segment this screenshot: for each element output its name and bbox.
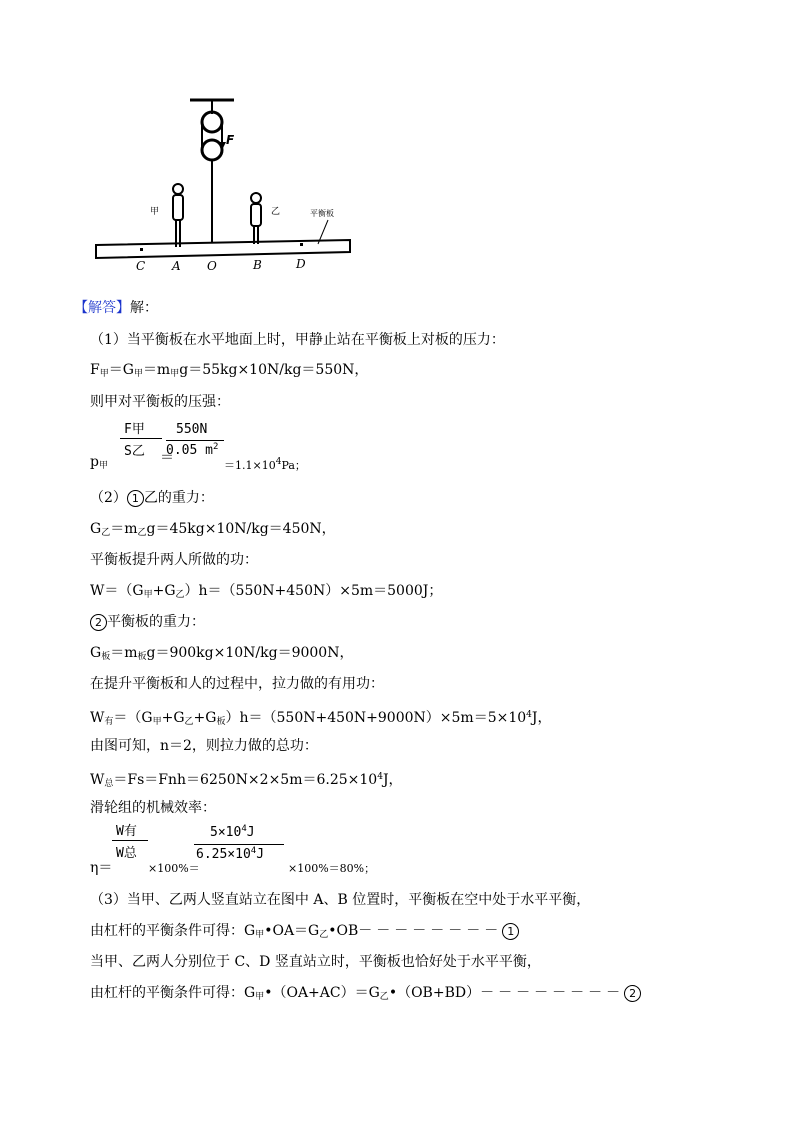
line-1: （1）当平衡板在水平地面上时，甲静止站在平衡板上对板的压力： bbox=[90, 332, 505, 348]
person-b bbox=[251, 193, 261, 244]
line-18: 由杠杆的平衡条件可得：$G_甲•OA=G_乙•OB-------- 1$ bbox=[90, 921, 519, 945]
line-8: $W=(G_甲+G_乙)h=(550N+450N)\times 5m=5000J$； bbox=[90, 583, 443, 600]
line-17: （3）当甲、乙两人竖直站立在图中 A、B 位置时，平衡板在空中处于水平平衡， bbox=[90, 892, 591, 908]
line-3: 则甲对平衡板的压强： bbox=[90, 394, 230, 410]
fixed-pulley bbox=[202, 112, 222, 132]
line-11: 在提升平衡板和人的过程中，拉力做的有用功： bbox=[90, 676, 384, 692]
answer-intro: 解： bbox=[130, 300, 158, 316]
board-label: 平衡板 bbox=[310, 209, 334, 218]
line-19: 当甲、乙两人分别位于 C、D 竖直站立时，平衡板也恰好处于水平平衡， bbox=[90, 954, 541, 970]
line-15: 滑轮组的机械效率： bbox=[90, 800, 216, 816]
balance-board-diagram bbox=[88, 92, 358, 277]
point-c: C bbox=[136, 259, 146, 273]
answer-tag: 【解答】 bbox=[74, 300, 130, 316]
person-a-label: 甲 bbox=[150, 207, 160, 217]
line-14: $W_总=Fs=Fnh=6250N\times 2\times 5m=6.25\times 10^4J$， bbox=[90, 772, 403, 789]
point-d: D bbox=[296, 257, 306, 271]
line-13: 由图可知，n＝2，则拉力做的总功： bbox=[90, 738, 318, 754]
point-b: B bbox=[253, 258, 262, 272]
force-arrow bbox=[218, 142, 226, 150]
line-20: 由杠杆的平衡条件可得：$G_甲•(OA+AC)=G_乙•(OB+BD)-------- 2$ bbox=[90, 983, 641, 1007]
force-label: F bbox=[226, 133, 235, 147]
line-5: （2） 1 乙的重力： bbox=[90, 490, 214, 506]
person-a bbox=[173, 184, 183, 247]
answer-header bbox=[74, 298, 158, 318]
line-6: $G_乙=m_乙g=45kg\times 10N/kg=450N$， bbox=[90, 521, 336, 538]
line-12: $W_有=(G_甲+G_乙+G_板)h=(550N+450N+9000N)\times 5m=5\times 10^4J$， bbox=[90, 710, 552, 727]
person-b-label: 乙 bbox=[271, 207, 281, 217]
point-o: O bbox=[207, 259, 217, 273]
line-7: 平衡板提升两人所做的功： bbox=[90, 552, 258, 568]
point-a: A bbox=[172, 259, 181, 273]
balance-board bbox=[96, 240, 350, 258]
line-2: $F_甲=G_甲=m_甲g=55kg\times 10N/kg=550N$， bbox=[90, 362, 369, 379]
line-9: 2 平衡板的重力： bbox=[90, 612, 205, 632]
line-10: $G_板=m_板g=900kg\times 10N/kg=9000N$， bbox=[90, 645, 354, 662]
